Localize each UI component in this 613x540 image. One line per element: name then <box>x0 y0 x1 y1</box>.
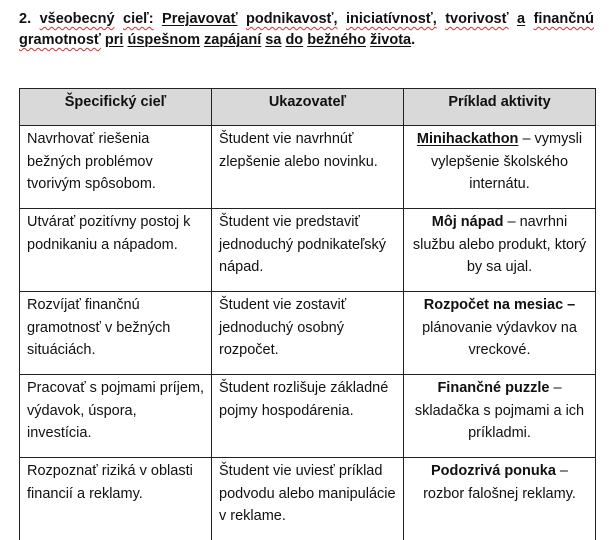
heading-word: zapájaní <box>204 32 261 48</box>
heading-word: a <box>517 11 525 27</box>
heading-word: života <box>370 32 411 48</box>
activity-cell <box>404 209 596 292</box>
specific-goal-cell: Pracovať s pojmami príjem, výdavok, úspora, investícia. <box>20 375 212 458</box>
activity-title: Rozpočet na mesiac – <box>424 297 576 313</box>
activity-description: – skladačka s pojmami a ich príkladmi. <box>415 380 584 441</box>
activity-cell <box>404 458 596 540</box>
activity-description: plánovanie výdavkov na vreckové. <box>422 320 577 359</box>
indicator-cell: Študent vie predstaviť jednoduchý podnikateľský nápad. <box>212 209 404 292</box>
heading-word: cieľ: <box>123 11 154 27</box>
heading-word: do <box>285 32 303 48</box>
heading-word: úspešnom <box>127 32 200 48</box>
specific-goal-cell: Rozpoznať riziká v oblasti financií a reklamy. <box>20 458 212 540</box>
table-row <box>20 209 596 292</box>
specific-goal-cell: Rozvíjať finančnú gramotnosť v bežných situáciách. <box>20 292 212 375</box>
indicator-cell: Študent vie navrhnúť zlepšenie alebo novinku. <box>212 126 404 209</box>
indicator-cell: Študent rozlišuje základné pojmy hospodárenia. <box>212 375 404 458</box>
table-header-row <box>20 89 596 126</box>
activity-title: Finančné puzzle <box>437 380 549 396</box>
activity-cell <box>404 292 596 375</box>
heading-word: finančnú <box>534 11 594 27</box>
header-indicator: Ukazovateľ <box>212 89 404 126</box>
heading-word: podnikavosť, <box>246 11 338 27</box>
heading-word: všeobecný <box>40 11 115 27</box>
heading-word: Prejavovať <box>162 11 237 27</box>
activity-title: Podozrivá ponuka <box>431 463 556 479</box>
heading-period: . <box>411 32 415 48</box>
header-activity-example: Príklad aktivity <box>404 89 596 126</box>
specific-goal-cell: Utvárať pozitívny postoj k podnikaniu a nápadom. <box>20 209 212 292</box>
table-row <box>20 458 596 540</box>
table-row <box>20 375 596 458</box>
specific-goal-cell: Navrhovať riešenia bežných problémov tvorivým spôsobom. <box>20 126 212 209</box>
heading-number: 2. <box>19 11 31 27</box>
activity-description: – vymysli vylepšenie školského internátu. <box>431 131 582 192</box>
goals-table <box>19 88 596 540</box>
heading-word: pri <box>105 32 124 48</box>
activity-description: – rozbor falošnej reklamy. <box>423 463 576 502</box>
heading-word: tvorivosť <box>445 11 508 27</box>
activity-description: – navrhni službu alebo produkt, ktorý by sa ujal. <box>413 214 586 275</box>
activity-cell <box>404 126 596 209</box>
table-row <box>20 126 596 209</box>
heading-word: gramotnosť <box>19 32 101 48</box>
heading-word: sa <box>265 32 281 48</box>
header-specific-goal: Špecifický cieľ <box>20 89 212 126</box>
activity-title: Môj nápad <box>432 214 504 230</box>
general-goal-heading <box>19 9 594 51</box>
table-row <box>20 292 596 375</box>
activity-cell <box>404 375 596 458</box>
activity-title: Minihackathon <box>417 131 519 147</box>
indicator-cell: Študent vie zostaviť jednoduchý osobný rozpočet. <box>212 292 404 375</box>
heading-word: iniciatívnosť, <box>346 11 437 27</box>
indicator-cell: Študent vie uviesť príklad podvodu alebo manipulácie v reklame. <box>212 458 404 540</box>
heading-word: bežného <box>307 32 366 48</box>
